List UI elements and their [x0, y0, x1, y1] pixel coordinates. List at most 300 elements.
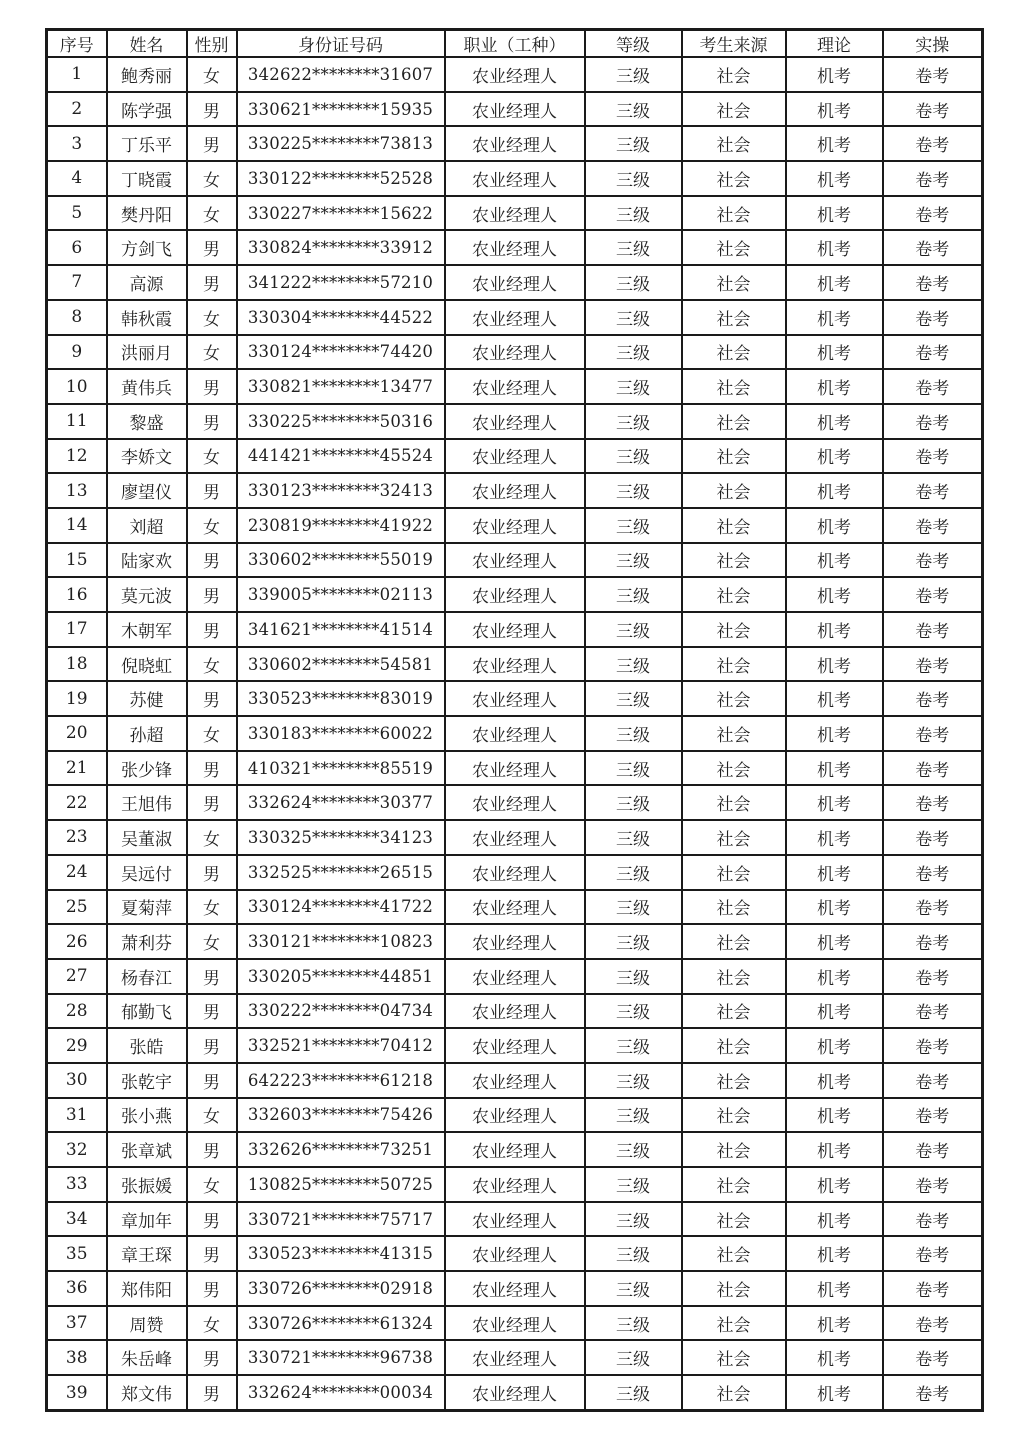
table-cell: 女 [187, 57, 237, 92]
table-cell: 三级 [585, 994, 682, 1029]
table-cell: 女 [187, 924, 237, 959]
table-cell: 三级 [585, 1132, 682, 1167]
table-cell: 230819********41922 [237, 508, 445, 543]
table-cell: 卷考 [883, 404, 983, 439]
table-row [47, 612, 983, 647]
table-cell: 卷考 [883, 1063, 983, 1098]
table-cell: 卷考 [883, 1271, 983, 1306]
table-cell: 农业经理人 [445, 1236, 585, 1271]
table-cell: 社会 [682, 335, 786, 370]
table-cell: 男 [187, 473, 237, 508]
table-row [47, 335, 983, 370]
table-cell: 社会 [682, 439, 786, 474]
table-cell: 农业经理人 [445, 473, 585, 508]
table-cell: 农业经理人 [445, 785, 585, 820]
table-cell: 三级 [585, 1375, 682, 1410]
table-cell: 农业经理人 [445, 751, 585, 786]
table-cell: 郑伟阳 [107, 1271, 187, 1306]
table-row [47, 1167, 983, 1202]
table-cell: 社会 [682, 1375, 786, 1410]
table-cell: 三级 [585, 57, 682, 92]
table-row [47, 681, 983, 716]
table-cell: 社会 [682, 1202, 786, 1237]
table-cell: 14 [47, 508, 107, 543]
table-cell: 女 [187, 647, 237, 682]
table-cell: 农业经理人 [445, 1202, 585, 1237]
table-cell: 社会 [682, 1236, 786, 1271]
table-cell: 女 [187, 1306, 237, 1341]
table-row [47, 890, 983, 925]
table-row [47, 265, 983, 300]
table-cell: 社会 [682, 647, 786, 682]
table-row [47, 785, 983, 820]
table-cell: 卷考 [883, 92, 983, 127]
table-cell: 倪晓虹 [107, 647, 187, 682]
table-cell: 机考 [786, 335, 883, 370]
table-cell: 张皓 [107, 1028, 187, 1063]
table-cell: 4 [47, 161, 107, 196]
table-cell: 机考 [786, 1306, 883, 1341]
table-cell: 洪丽月 [107, 335, 187, 370]
table-cell: 机考 [786, 924, 883, 959]
table-cell: 16 [47, 577, 107, 612]
table-cell: 21 [47, 751, 107, 786]
table-cell: 莫元波 [107, 577, 187, 612]
table-cell: 332603********75426 [237, 1098, 445, 1133]
table-cell: 332624********00034 [237, 1375, 445, 1410]
table-cell: 农业经理人 [445, 126, 585, 161]
table-cell: 农业经理人 [445, 855, 585, 890]
table-cell: 社会 [682, 1167, 786, 1202]
table-cell: 周赞 [107, 1306, 187, 1341]
table-cell: 机考 [786, 404, 883, 439]
column-header: 姓名 [107, 30, 187, 58]
table-cell: 130825********50725 [237, 1167, 445, 1202]
table-cell: 张小燕 [107, 1098, 187, 1133]
table-cell: 女 [187, 1098, 237, 1133]
table-cell: 机考 [786, 57, 883, 92]
table-cell: 男 [187, 1202, 237, 1237]
table-cell: 郁勤飞 [107, 994, 187, 1029]
table-cell: 鲍秀丽 [107, 57, 187, 92]
table-cell: 29 [47, 1028, 107, 1063]
table-row [47, 1375, 983, 1410]
table-cell: 卷考 [883, 820, 983, 855]
table-cell: 陈学强 [107, 92, 187, 127]
table-cell: 332521********70412 [237, 1028, 445, 1063]
table-cell: 农业经理人 [445, 924, 585, 959]
table-cell: 机考 [786, 751, 883, 786]
table-cell: 三级 [585, 959, 682, 994]
table-cell: 330183********60022 [237, 716, 445, 751]
table-cell: 社会 [682, 612, 786, 647]
table-cell: 女 [187, 161, 237, 196]
table-cell: 卷考 [883, 265, 983, 300]
table-cell: 三级 [585, 612, 682, 647]
column-header: 职业（工种） [445, 30, 585, 58]
table-cell: 章王琛 [107, 1236, 187, 1271]
table-cell: 三级 [585, 681, 682, 716]
table-cell: 330205********44851 [237, 959, 445, 994]
table-cell: 郑文伟 [107, 1375, 187, 1410]
table-cell: 机考 [786, 1271, 883, 1306]
table-cell: 机考 [786, 1167, 883, 1202]
table-cell: 男 [187, 543, 237, 578]
table-cell: 9 [47, 335, 107, 370]
table-cell: 卷考 [883, 1375, 983, 1410]
table-cell: 男 [187, 1375, 237, 1410]
table-row [47, 404, 983, 439]
table-cell: 女 [187, 300, 237, 335]
table-cell: 机考 [786, 1132, 883, 1167]
table-row [47, 1306, 983, 1341]
table-cell: 6 [47, 230, 107, 265]
table-cell: 330225********50316 [237, 404, 445, 439]
table-cell: 男 [187, 265, 237, 300]
table-cell: 441421********45524 [237, 439, 445, 474]
table-row [47, 196, 983, 231]
table-cell: 341222********57210 [237, 265, 445, 300]
table-cell: 农业经理人 [445, 1098, 585, 1133]
table-row [47, 439, 983, 474]
table-cell: 社会 [682, 716, 786, 751]
table-cell: 农业经理人 [445, 959, 585, 994]
table-cell: 机考 [786, 820, 883, 855]
table-cell: 社会 [682, 57, 786, 92]
table-cell: 卷考 [883, 335, 983, 370]
table-cell: 三级 [585, 126, 682, 161]
table-cell: 社会 [682, 959, 786, 994]
table-cell: 农业经理人 [445, 612, 585, 647]
table-cell: 机考 [786, 1375, 883, 1410]
table-cell: 卷考 [883, 1306, 983, 1341]
table-row [47, 647, 983, 682]
table-cell: 330124********41722 [237, 890, 445, 925]
table-cell: 12 [47, 439, 107, 474]
table-cell: 男 [187, 1028, 237, 1063]
table-cell: 社会 [682, 751, 786, 786]
table-cell: 三级 [585, 1028, 682, 1063]
table-cell: 男 [187, 785, 237, 820]
table-cell: 女 [187, 196, 237, 231]
table-cell: 330523********83019 [237, 681, 445, 716]
table-cell: 机考 [786, 543, 883, 578]
table-cell: 330122********52528 [237, 161, 445, 196]
table-cell: 27 [47, 959, 107, 994]
table-cell: 卷考 [883, 439, 983, 474]
table-cell: 三级 [585, 265, 682, 300]
table-cell: 女 [187, 716, 237, 751]
table-cell: 三级 [585, 785, 682, 820]
table-row [47, 820, 983, 855]
table-cell: 男 [187, 577, 237, 612]
table-cell: 男 [187, 994, 237, 1029]
table-cell: 28 [47, 994, 107, 1029]
table-cell: 女 [187, 508, 237, 543]
table-cell: 男 [187, 126, 237, 161]
table-cell: 330621********15935 [237, 92, 445, 127]
table-cell: 机考 [786, 1202, 883, 1237]
table-row [47, 161, 983, 196]
table-cell: 37 [47, 1306, 107, 1341]
table-cell: 642223********61218 [237, 1063, 445, 1098]
table-row [47, 751, 983, 786]
table-cell: 410321********85519 [237, 751, 445, 786]
table-cell: 社会 [682, 230, 786, 265]
table-cell: 339005********02113 [237, 577, 445, 612]
candidate-roster-table [45, 28, 984, 1412]
table-cell: 卷考 [883, 1132, 983, 1167]
table-cell: 丁晓霞 [107, 161, 187, 196]
table-cell: 330225********73813 [237, 126, 445, 161]
table-row [47, 473, 983, 508]
table-cell: 朱岳峰 [107, 1340, 187, 1375]
table-cell: 330721********75717 [237, 1202, 445, 1237]
table-cell: 农业经理人 [445, 647, 585, 682]
table-cell: 18 [47, 647, 107, 682]
table-cell: 张章斌 [107, 1132, 187, 1167]
table-cell: 农业经理人 [445, 300, 585, 335]
table-cell: 卷考 [883, 647, 983, 682]
table-cell: 男 [187, 404, 237, 439]
table-cell: 卷考 [883, 230, 983, 265]
table-row [47, 924, 983, 959]
table-cell: 卷考 [883, 196, 983, 231]
table-row [47, 959, 983, 994]
table-cell: 社会 [682, 681, 786, 716]
table-cell: 社会 [682, 126, 786, 161]
table-cell: 卷考 [883, 785, 983, 820]
table-cell: 社会 [682, 1340, 786, 1375]
table-cell: 农业经理人 [445, 369, 585, 404]
table-cell: 机考 [786, 647, 883, 682]
table-cell: 王旭伟 [107, 785, 187, 820]
table-cell: 332624********30377 [237, 785, 445, 820]
table-cell: 陆家欢 [107, 543, 187, 578]
table-row [47, 1063, 983, 1098]
table-cell: 34 [47, 1202, 107, 1237]
table-cell: 机考 [786, 196, 883, 231]
table-cell: 机考 [786, 612, 883, 647]
table-cell: 农业经理人 [445, 92, 585, 127]
table-cell: 330602********55019 [237, 543, 445, 578]
table-cell: 农业经理人 [445, 508, 585, 543]
table-cell: 孙超 [107, 716, 187, 751]
table-cell: 卷考 [883, 543, 983, 578]
table-cell: 35 [47, 1236, 107, 1271]
table-cell: 机考 [786, 369, 883, 404]
table-cell: 三级 [585, 855, 682, 890]
table-cell: 农业经理人 [445, 196, 585, 231]
table-row [47, 543, 983, 578]
table-cell: 24 [47, 855, 107, 890]
table-cell: 机考 [786, 230, 883, 265]
table-cell: 330124********74420 [237, 335, 445, 370]
table-cell: 男 [187, 1063, 237, 1098]
table-cell: 卷考 [883, 890, 983, 925]
table-cell: 机考 [786, 890, 883, 925]
table-row [47, 1236, 983, 1271]
table-cell: 330721********96738 [237, 1340, 445, 1375]
table-row [47, 1028, 983, 1063]
table-cell: 社会 [682, 1063, 786, 1098]
table-cell: 男 [187, 1236, 237, 1271]
table-cell: 三级 [585, 924, 682, 959]
table-cell: 杨春江 [107, 959, 187, 994]
table-cell: 机考 [786, 508, 883, 543]
table-row [47, 994, 983, 1029]
table-cell: 社会 [682, 369, 786, 404]
table-row [47, 1340, 983, 1375]
table-cell: 农业经理人 [445, 1028, 585, 1063]
table-cell: 机考 [786, 92, 883, 127]
table-cell: 20 [47, 716, 107, 751]
table-cell: 3 [47, 126, 107, 161]
table-cell: 330726********02918 [237, 1271, 445, 1306]
table-cell: 三级 [585, 1271, 682, 1306]
table-cell: 卷考 [883, 57, 983, 92]
table-cell: 三级 [585, 820, 682, 855]
table-cell: 31 [47, 1098, 107, 1133]
table-cell: 机考 [786, 1028, 883, 1063]
table-cell: 332626********73251 [237, 1132, 445, 1167]
table-cell: 卷考 [883, 681, 983, 716]
table-cell: 男 [187, 959, 237, 994]
table-cell: 农业经理人 [445, 335, 585, 370]
table-cell: 社会 [682, 1271, 786, 1306]
table-cell: 三级 [585, 230, 682, 265]
table-cell: 卷考 [883, 716, 983, 751]
table-cell: 卷考 [883, 1028, 983, 1063]
table-cell: 韩秋霞 [107, 300, 187, 335]
table-cell: 机考 [786, 161, 883, 196]
table-cell: 卷考 [883, 994, 983, 1029]
table-row [47, 1098, 983, 1133]
table-cell: 社会 [682, 855, 786, 890]
table-cell: 三级 [585, 404, 682, 439]
table-cell: 黎盛 [107, 404, 187, 439]
table-cell: 三级 [585, 369, 682, 404]
table-cell: 黄伟兵 [107, 369, 187, 404]
table-row [47, 230, 983, 265]
table-cell: 章加年 [107, 1202, 187, 1237]
table-cell: 女 [187, 439, 237, 474]
table-cell: 三级 [585, 716, 682, 751]
table-cell: 8 [47, 300, 107, 335]
table-cell: 机考 [786, 681, 883, 716]
table-cell: 木朝军 [107, 612, 187, 647]
table-cell: 社会 [682, 1306, 786, 1341]
table-cell: 三级 [585, 1063, 682, 1098]
table-cell: 男 [187, 1132, 237, 1167]
table-cell: 农业经理人 [445, 1167, 585, 1202]
header-row [47, 30, 983, 58]
table-cell: 三级 [585, 1098, 682, 1133]
table-row [47, 577, 983, 612]
table-cell: 机考 [786, 577, 883, 612]
table-cell: 李娇文 [107, 439, 187, 474]
table-cell: 社会 [682, 924, 786, 959]
table-cell: 机考 [786, 1340, 883, 1375]
table-cell: 三级 [585, 577, 682, 612]
table-row [47, 57, 983, 92]
table-cell: 330304********44522 [237, 300, 445, 335]
table-cell: 女 [187, 890, 237, 925]
table-cell: 男 [187, 92, 237, 127]
table-cell: 张振媛 [107, 1167, 187, 1202]
table-cell: 社会 [682, 577, 786, 612]
table-cell: 社会 [682, 300, 786, 335]
table-row [47, 716, 983, 751]
table-cell: 332525********26515 [237, 855, 445, 890]
table-cell: 5 [47, 196, 107, 231]
table-cell: 社会 [682, 404, 786, 439]
table-cell: 农业经理人 [445, 161, 585, 196]
table-cell: 1 [47, 57, 107, 92]
table-cell: 机考 [786, 855, 883, 890]
table-cell: 农业经理人 [445, 577, 585, 612]
table-cell: 张少锋 [107, 751, 187, 786]
table-cell: 卷考 [883, 1340, 983, 1375]
table-cell: 2 [47, 92, 107, 127]
table-cell: 三级 [585, 1167, 682, 1202]
table-row [47, 1132, 983, 1167]
table-cell: 张乾宇 [107, 1063, 187, 1098]
table-cell: 13 [47, 473, 107, 508]
table-cell: 机考 [786, 439, 883, 474]
table-cell: 农业经理人 [445, 1306, 585, 1341]
table-cell: 机考 [786, 785, 883, 820]
table-cell: 三级 [585, 439, 682, 474]
table-cell: 高源 [107, 265, 187, 300]
table-cell: 机考 [786, 1063, 883, 1098]
column-header: 实操 [883, 30, 983, 58]
table-cell: 330227********15622 [237, 196, 445, 231]
table-cell: 男 [187, 1340, 237, 1375]
column-header: 身份证号码 [237, 30, 445, 58]
table-cell: 女 [187, 335, 237, 370]
table-cell: 方剑飞 [107, 230, 187, 265]
table-cell: 三级 [585, 1236, 682, 1271]
table-header [47, 30, 983, 58]
table-cell: 男 [187, 369, 237, 404]
table-cell: 女 [187, 820, 237, 855]
table-cell: 卷考 [883, 369, 983, 404]
table-cell: 三级 [585, 508, 682, 543]
table-row [47, 92, 983, 127]
table-cell: 刘超 [107, 508, 187, 543]
table-cell: 农业经理人 [445, 404, 585, 439]
table-cell: 男 [187, 612, 237, 647]
table-cell: 卷考 [883, 1202, 983, 1237]
table-cell: 330726********61324 [237, 1306, 445, 1341]
table-cell: 卷考 [883, 161, 983, 196]
table-cell: 三级 [585, 92, 682, 127]
table-cell: 樊丹阳 [107, 196, 187, 231]
table-cell: 社会 [682, 508, 786, 543]
table-row [47, 1202, 983, 1237]
table-cell: 机考 [786, 1236, 883, 1271]
table-cell: 农业经理人 [445, 1340, 585, 1375]
table-cell: 30 [47, 1063, 107, 1098]
table-cell: 330821********13477 [237, 369, 445, 404]
column-header: 等级 [585, 30, 682, 58]
table-cell: 社会 [682, 1132, 786, 1167]
table-cell: 三级 [585, 751, 682, 786]
table-cell: 社会 [682, 543, 786, 578]
table-cell: 卷考 [883, 1098, 983, 1133]
table-cell: 机考 [786, 1098, 883, 1133]
